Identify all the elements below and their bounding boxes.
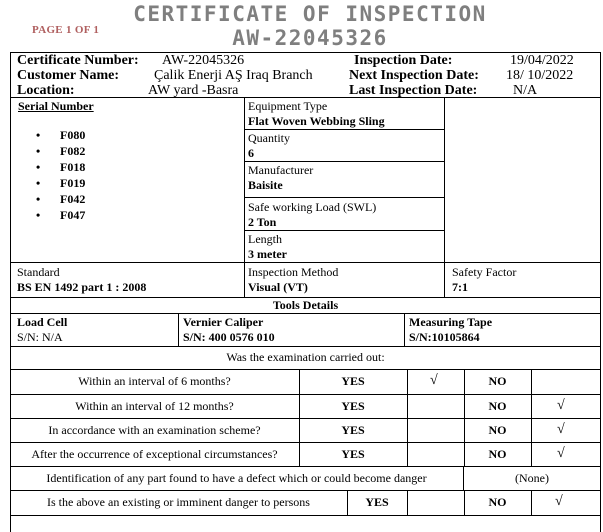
divider [178,313,179,346]
certificate-number-value: AW-22045326 [162,53,245,68]
document-title: CERTIFICATE OF INSPECTION [133,2,487,26]
divider [531,490,532,515]
equipment-type-value: Flat Woven Webbing Sling [248,114,385,128]
divider [10,313,601,314]
serial-number-list [36,128,85,224]
standard-value: BS EN 1492 part 1 : 2008 [17,280,147,294]
check-icon: √ [557,398,565,413]
inspection-method-value: Visual (VT) [248,280,308,294]
quantity-label: Quantity [248,131,290,145]
divider [10,515,601,516]
exam-row-no: NO [488,423,507,437]
divider [444,97,445,297]
exam-row-no: NO [488,399,507,413]
page-number-label: PAGE 1 OF 1 [32,24,100,36]
certificate-number-label: Certificate Number: [17,53,139,68]
divider [10,262,601,263]
equipment-type-label: Equipment Type [248,99,328,113]
check-icon: √ [557,422,565,437]
list-item: • F019 [36,176,85,192]
divider [10,369,601,370]
defect-value: (None) [515,471,549,485]
safety-factor-label: Safety Factor [452,265,517,279]
manufacturer-label: Manufacturer [248,163,314,177]
check-icon: √ [557,446,565,461]
check-icon: √ [430,373,438,388]
next-inspection-value: 18/ 10/2022 [506,68,574,83]
tape-serial: S/N:10105864 [409,330,480,344]
divider [407,369,408,466]
inspection-date-label: Inspection Date: [354,53,453,68]
certificate-number-title: AW-22045326 [232,26,388,50]
tape-label: Measuring Tape [409,315,493,329]
location-label: Location: [17,83,75,98]
safety-factor-value: 7:1 [452,280,468,294]
customer-name-label: Customer Name: [17,68,119,83]
load-cell-label: Load Cell [17,315,68,329]
divider [404,313,405,346]
divider [244,197,444,198]
danger-question: Is the above an existing or imminent danger to persons [47,495,310,509]
divider [10,442,601,443]
tools-heading: Tools Details [272,298,339,312]
list-item: • F047 [36,208,85,224]
last-inspection-value: N/A [513,83,538,98]
inspection-date-value: 19/04/2022 [510,53,574,68]
exam-row-text: Within an interval of 6 months? [78,374,231,388]
swl-value: 2 Ton [248,215,277,229]
divider [10,466,601,467]
divider [244,230,444,231]
divider [10,418,601,419]
location-value: AW yard -Basra [148,83,239,98]
customer-name-value: Çalik Enerji AŞ Iraq Branch [154,68,313,83]
danger-no: NO [488,495,507,509]
list-item: • F042 [36,192,85,208]
divider [531,369,532,466]
quantity-value: 6 [248,146,254,160]
exam-row-no: NO [488,447,507,461]
list-item: • F018 [36,160,85,176]
divider [407,490,408,515]
examination-question: Was the examination carried out: [226,350,385,364]
defect-question: Identification of any part found to have a defect which or could become danger [46,471,427,485]
length-label: Length [248,232,282,246]
serial-number-heading: Serial Number [18,99,94,113]
check-icon: √ [555,494,563,509]
exam-row-yes: YES [341,374,365,388]
length-value: 3 meter [248,247,287,261]
standard-label: Standard [17,265,60,279]
swl-label: Safe working Load (SWL) [248,200,377,214]
inspection-method-label: Inspection Method [248,265,339,279]
last-inspection-label: Last Inspection Date: [349,83,478,98]
vernier-label: Vernier Caliper [183,315,264,329]
divider [10,97,601,98]
exam-row-yes: YES [341,447,365,461]
divider [10,394,601,395]
vernier-serial: S/N: 400 0576 010 [183,330,275,344]
exam-row-text: After the occurrence of exceptional circumstances? [31,447,278,461]
divider [10,490,601,491]
danger-yes: YES [365,495,389,509]
divider [10,346,601,347]
exam-row-text: Within an interval of 12 months? [75,399,234,413]
exam-row-yes: YES [341,423,365,437]
next-inspection-label: Next Inspection Date: [349,68,479,83]
load-cell-serial: S/N: N/A [17,330,63,344]
exam-row-no: NO [488,374,507,388]
divider [244,161,444,162]
manufacturer-value: Baisite [248,178,283,192]
exam-row-yes: YES [341,399,365,413]
exam-row-text: In accordance with an examination scheme? [48,423,261,437]
list-item: • F080 [36,128,85,144]
divider [244,129,444,130]
list-item: • F082 [36,144,85,160]
